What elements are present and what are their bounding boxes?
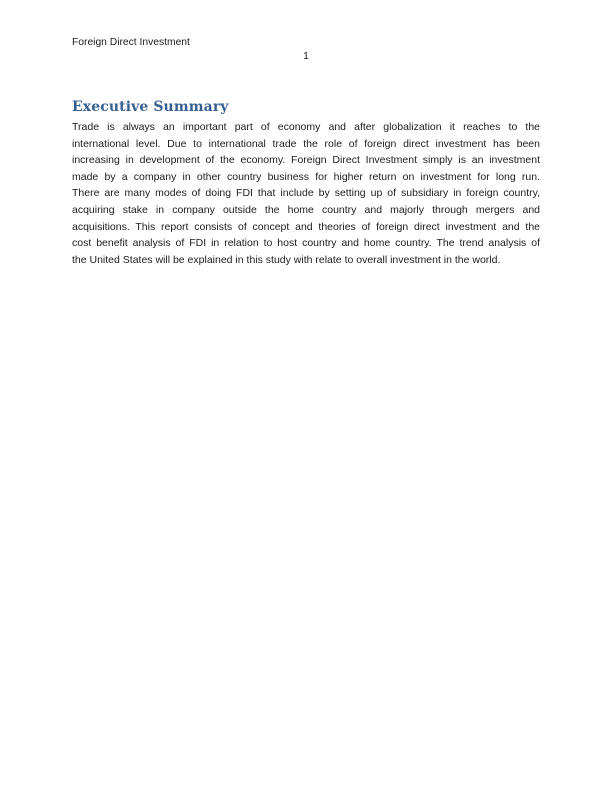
paragraph-line: acquisitions. This report consists of concept and theories of foreign direct investment and the	[72, 220, 540, 233]
paragraph-line: Trade is always an important part of economy and after globalization it reaches to the	[72, 121, 540, 133]
paragraph-line: made by a company in other country business for higher return on investment for long run.	[72, 170, 540, 183]
paragraph-line: acquiring stake in company outside the home country and majorly through mergers and	[72, 203, 540, 216]
paragraph-line: There are many modes of doing FDI that include by setting up of subsidiary in foreign country,	[72, 187, 540, 200]
section-heading-executive-summary: Executive Summary	[72, 99, 229, 115]
paragraph-line: the United States will be explained in this study with relate to overall investment in the world.	[72, 253, 501, 266]
paragraph-line: international level. Due to international trade the role of foreign direct investment has been	[72, 137, 540, 150]
paragraph-line: cost benefit analysis of FDI in relation to host country and home country. The trend analysis of	[72, 237, 540, 250]
paragraph-line: increasing in development of the economy. Foreign Direct Investment simply is an investment	[72, 154, 540, 167]
running-header-title: Foreign Direct Investment	[72, 37, 190, 48]
executive-summary-paragraph	[72, 119, 540, 268]
page-number: 1	[303, 51, 309, 62]
